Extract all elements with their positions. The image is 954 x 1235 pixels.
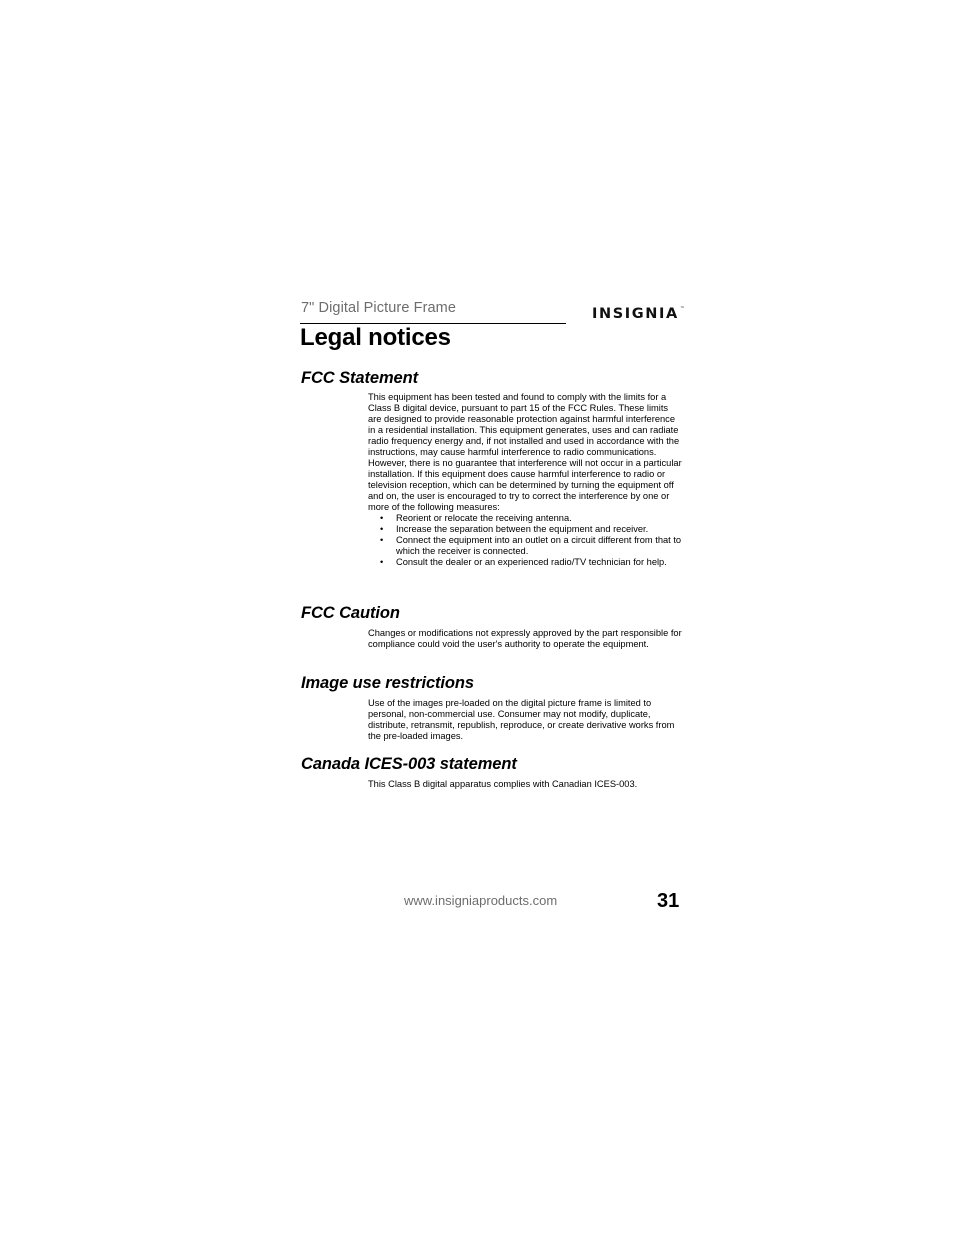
insignia-logo xyxy=(592,306,685,322)
body-fcc-statement xyxy=(368,392,684,568)
list-item xyxy=(368,524,684,535)
page-title: Legal notices xyxy=(300,324,451,351)
body-canada-ices: This Class B digital apparatus complies with Canadian ICES-003. xyxy=(368,779,638,789)
trademark-mark: ™ xyxy=(679,306,685,312)
bullet-icon: • xyxy=(380,524,384,534)
heading-fcc-caution: FCC Caution xyxy=(301,604,400,622)
body-fcc-caution: Changes or modifications not expressly approved by the part responsible for compliance could void the user's authority to operate the equipment. xyxy=(368,628,682,649)
heading-fcc-statement: FCC Statement xyxy=(301,369,418,387)
list-item xyxy=(368,557,684,568)
list-item-text: Connect the equipment into an outlet on a circuit different from that to which the receiver is connected. xyxy=(396,535,682,556)
heading-image-use-restrictions: Image use restrictions xyxy=(301,674,474,692)
list-item-text: Consult the dealer or an experienced radio/TV technician for help. xyxy=(396,557,667,567)
page-number: 31 xyxy=(657,890,680,912)
bullet-icon: • xyxy=(380,557,384,567)
fcc-measures-list xyxy=(368,513,684,568)
logo-wordmark: INSIGNIA xyxy=(592,306,679,322)
footer-url: www.insigniaproducts.com xyxy=(404,893,558,908)
body-image-use-restrictions: Use of the images pre-loaded on the digital picture frame is limited to personal, non-commercial use. Consumer may not modify, duplicate, distribute, retransmit, republish, reproduce, or create derivative works from the pre-loaded images. xyxy=(368,698,675,741)
heading-canada-ices: Canada ICES-003 statement xyxy=(301,755,517,773)
list-item xyxy=(368,513,684,524)
list-item-text: Reorient or relocate the receiving antenna. xyxy=(396,513,572,523)
fcc-statement-paragraph: This equipment has been tested and found to comply with the limits for a Class B digital device, pursuant to part 15 of the FCC Rules. These limits are designed to provide reasonable protection against harmful interference in a residential installation. This equipment generates, uses and can radiate radio frequency energy and, if not installed and used in accordance with the instructions, may cause harmful interference to radio communications. However, there is no guarantee that interference will not occur in a particular installation. If this equipment does cause harmful interference to radio or television reception, which can be determined by turning the equipment off and on, the user is encouraged to try to correct the interference by one or more of the following measures: xyxy=(368,392,682,512)
bullet-icon: • xyxy=(380,535,384,545)
bullet-icon: • xyxy=(380,513,384,523)
header-product-name: 7" Digital Picture Frame xyxy=(301,300,457,316)
list-item-text: Increase the separation between the equipment and receiver. xyxy=(396,524,649,534)
list-item xyxy=(368,535,684,557)
